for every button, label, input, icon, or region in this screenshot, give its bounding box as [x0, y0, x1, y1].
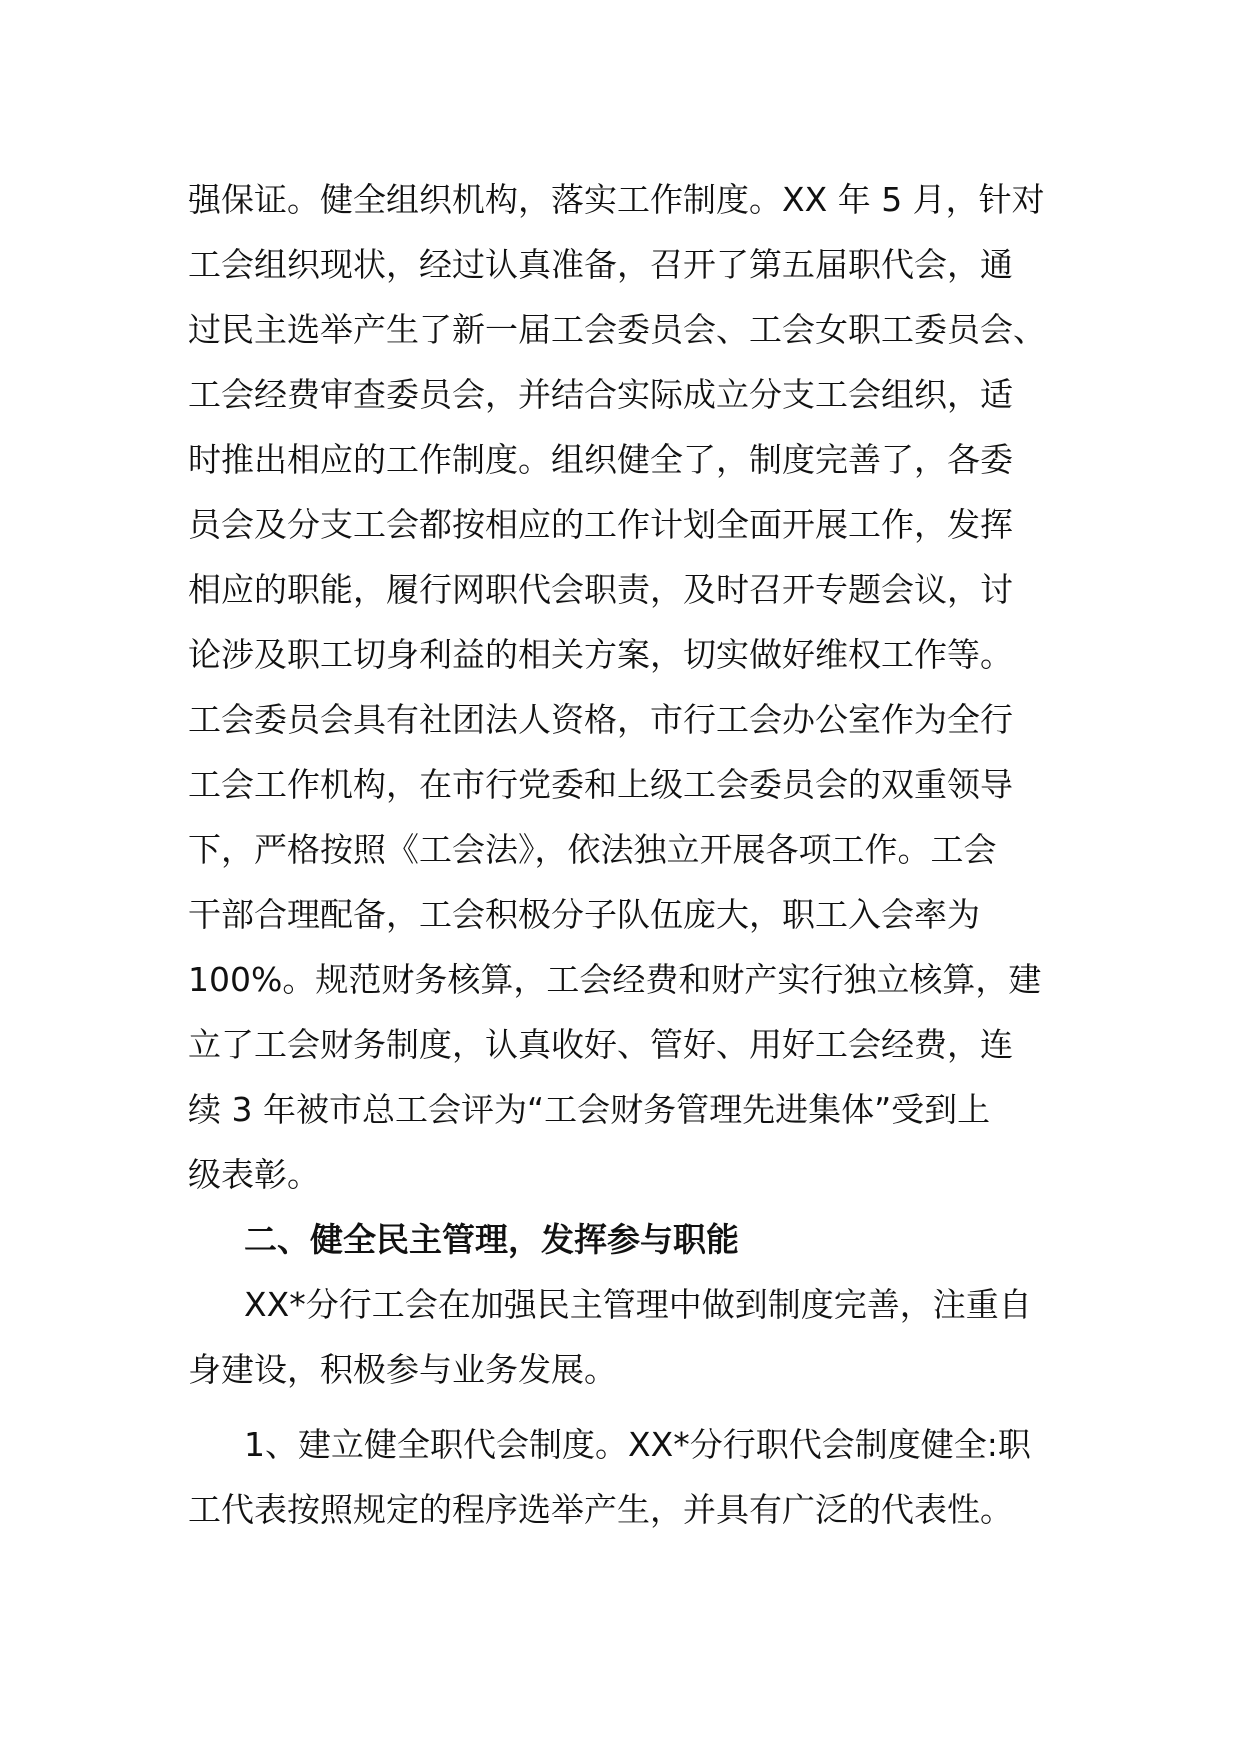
text-line: 立了工会财务制度，认真收好、管好、用好工会经费，连	[188, 1025, 1013, 1064]
text-line: 干部合理配备，工会积极分子队伍庞大，职工入会率为	[188, 895, 980, 934]
paragraph-staff-congress	[188, 1412, 1068, 1542]
text-line: 工会工作机构，在市行党委和上级工会委员会的双重领导	[188, 765, 1013, 804]
paragraph-organization	[188, 167, 1068, 1207]
text-line: 论涉及职工切身利益的相关方案，切实做好维权工作等。	[188, 635, 1013, 674]
text-line: 员会及分支工会都按相应的工作计划全面开展工作，发挥	[188, 505, 1013, 544]
text-line: 过民主选举产生了新一届工会委员会、工会女职工委员会、	[188, 310, 1046, 349]
paragraph-democratic-management	[188, 1272, 1068, 1402]
text-line: 相应的职能，履行网职代会职责，及时召开专题会议，讨	[188, 570, 1013, 609]
text-line: 工会委员会具有社团法人资格，市行工会办公室作为全行	[188, 700, 1013, 739]
text-line: 下，严格按照《工会法》，依法独立开展各项工作。工会	[188, 830, 997, 869]
section-heading	[188, 1207, 1068, 1272]
text-line: 级表彰。	[188, 1155, 320, 1194]
text-line: 强保证。健全组织机构，落实工作制度。XX 年 5 月，针对	[188, 180, 1045, 219]
text-line: XX*分行工会在加强民主管理中做到制度完善，注重自	[244, 1285, 1032, 1324]
text-line: 工会组织现状，经过认真准备，召开了第五届职代会，通	[188, 245, 1013, 284]
section-heading-text: 二、健全民主管理，发挥参与职能	[244, 1220, 739, 1259]
text-line: 工会经费审查委员会，并结合实际成立分支工会组织，适	[188, 375, 1013, 414]
text-line: 100%。规范财务核算，工会经费和财产实行独立核算，建	[188, 960, 1042, 999]
text-line: 1、建立健全职代会制度。XX*分行职代会制度健全:职	[244, 1425, 1031, 1464]
document-body	[188, 167, 1068, 1542]
text-line: 时推出相应的工作制度。组织健全了，制度完善了，各委	[188, 440, 1013, 479]
text-line: 续 3 年被市总工会评为“工会财务管理先进集体”受到上	[188, 1090, 991, 1129]
text-line: 工代表按照规定的程序选举产生，并具有广泛的代表性。	[188, 1490, 1013, 1529]
text-line: 身建设，积极参与业务发展。	[188, 1350, 617, 1389]
